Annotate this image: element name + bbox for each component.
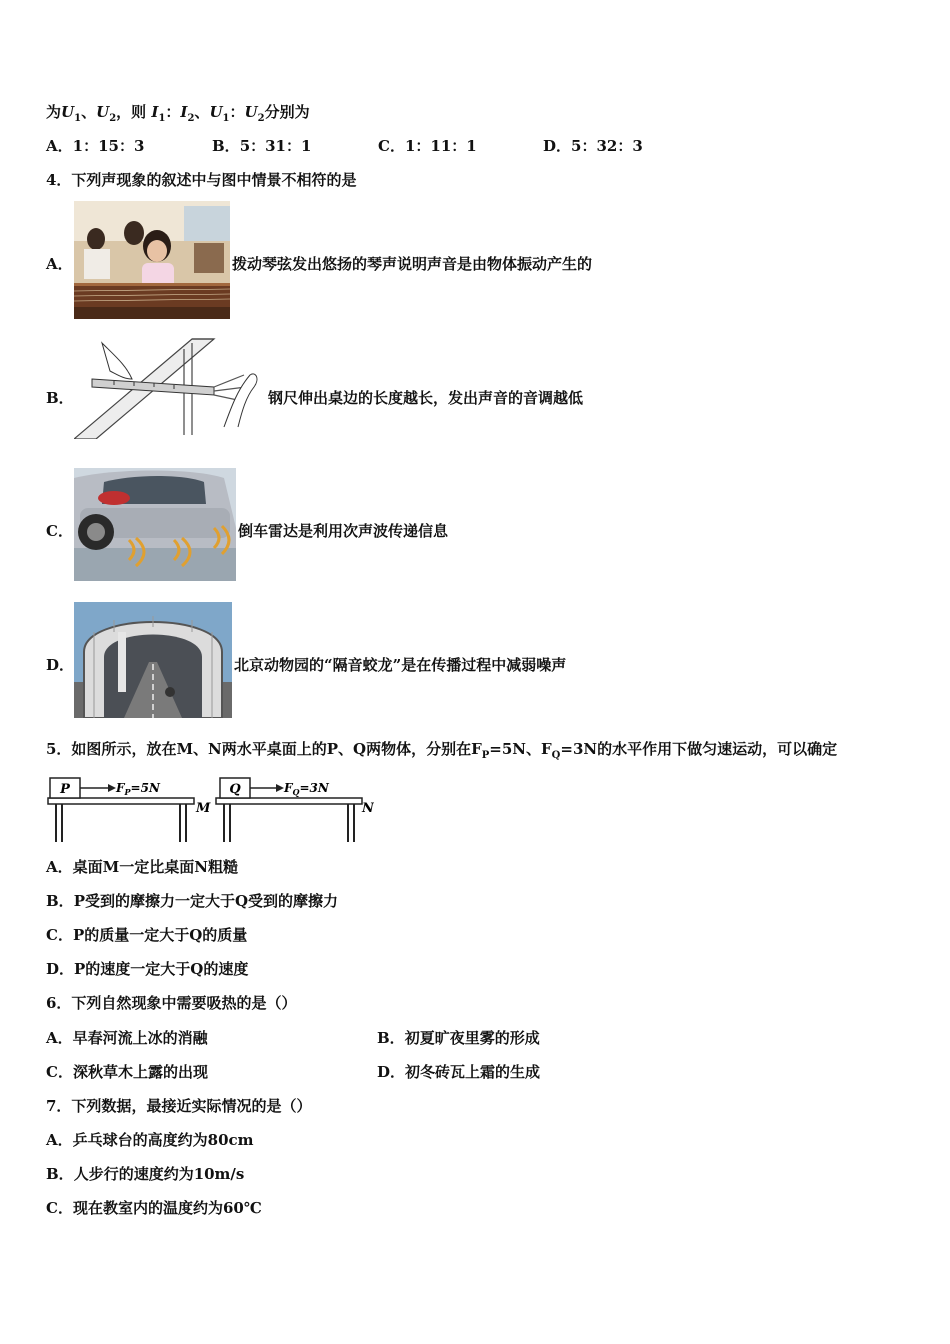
block-p-label: P — [60, 782, 70, 797]
q6-stem: 6．下列自然现象中需要吸热的是（） — [46, 994, 297, 1012]
q4-stem: 4．下列声现象的叙述中与图中情景不相符的是 — [46, 171, 357, 189]
q4-option-d-text: 北京动物园的“隔音蛟龙”是在传播过程中减弱噪声 — [234, 656, 567, 674]
q7-stem: 7．下列数据，最接近实际情况的是（） — [46, 1097, 312, 1115]
force-q-arrow-icon — [276, 784, 284, 792]
steel-ruler-drawing — [74, 335, 264, 439]
q3-option-c[interactable]: C．1：11：1 — [378, 137, 477, 155]
guzheng-photo — [74, 201, 230, 319]
q5-option-a[interactable]: A．桌面M一定比桌面N粗糙 — [46, 858, 238, 876]
q5-tables-figure — [46, 770, 374, 844]
table-n-label: N — [362, 801, 374, 816]
q7-option-b[interactable]: B．人步行的速度约为10m/s — [46, 1165, 245, 1183]
q7-option-a[interactable]: A．乒乓球台的高度约为80cm — [46, 1131, 254, 1149]
q6-option-b[interactable]: B．初夏旷夜里雾的形成 — [377, 1029, 540, 1047]
reversing-radar-photo — [74, 468, 236, 581]
q3-option-d[interactable]: D．5：32：3 — [543, 137, 643, 155]
force-q-label: $F_Q=3N$ — [284, 781, 329, 797]
q3-stem-tail: 为$U_1$、$U_2$，则 $I_1$：$I_2$、$U_1$：$U_2$分别为 — [46, 103, 310, 124]
q4-option-c-text: 倒车雷达是利用次声波传递信息 — [238, 522, 449, 540]
table-m-label: M — [196, 801, 211, 816]
q5-option-b[interactable]: B．P受到的摩擦力一定大于Q受到的摩擦力 — [46, 892, 339, 910]
q6-option-c[interactable]: C．深秋草木上露的出现 — [46, 1063, 208, 1081]
q6-option-d[interactable]: D．初冬砖瓦上霜的生成 — [377, 1063, 541, 1081]
q4-option-b-letter[interactable]: B． — [46, 389, 74, 407]
q3-option-b[interactable]: B．5：31：1 — [212, 137, 312, 155]
q5-option-d[interactable]: D．P的速度一定大于Q的速度 — [46, 960, 249, 978]
q4-option-c-letter[interactable]: C． — [46, 522, 73, 540]
block-q-label: Q — [229, 782, 241, 797]
q4-option-a-letter[interactable]: A． — [46, 255, 73, 273]
sound-barrier-tunnel-photo — [74, 602, 232, 718]
force-p-label: $F_P=5N$ — [116, 781, 160, 797]
q7-option-c[interactable]: C．现在教室内的温度约为60℃ — [46, 1199, 262, 1217]
q4-option-d-letter[interactable]: D． — [46, 656, 75, 674]
q5-stem: 5．如图所示，放在M、N两水平桌面上的P、Q两物体，分别在$F_P=5N$、$F_Q=3N$的水平作用下做匀速运动，可以确定 — [46, 740, 838, 761]
q6-option-a[interactable]: A．早春河流上冰的消融 — [46, 1029, 208, 1047]
q4-option-a-text: 拨动琴弦发出悠扬的琴声说明声音是由物体振动产生的 — [232, 255, 593, 273]
q5-option-c[interactable]: C．P的质量一定大于Q的质量 — [46, 926, 248, 944]
q4-option-b-text: 钢尺伸出桌边的长度越长，发出声音的音调越低 — [268, 389, 584, 407]
q3-option-a[interactable]: A．1：15：3 — [46, 137, 145, 155]
force-p-arrow-icon — [108, 784, 116, 792]
